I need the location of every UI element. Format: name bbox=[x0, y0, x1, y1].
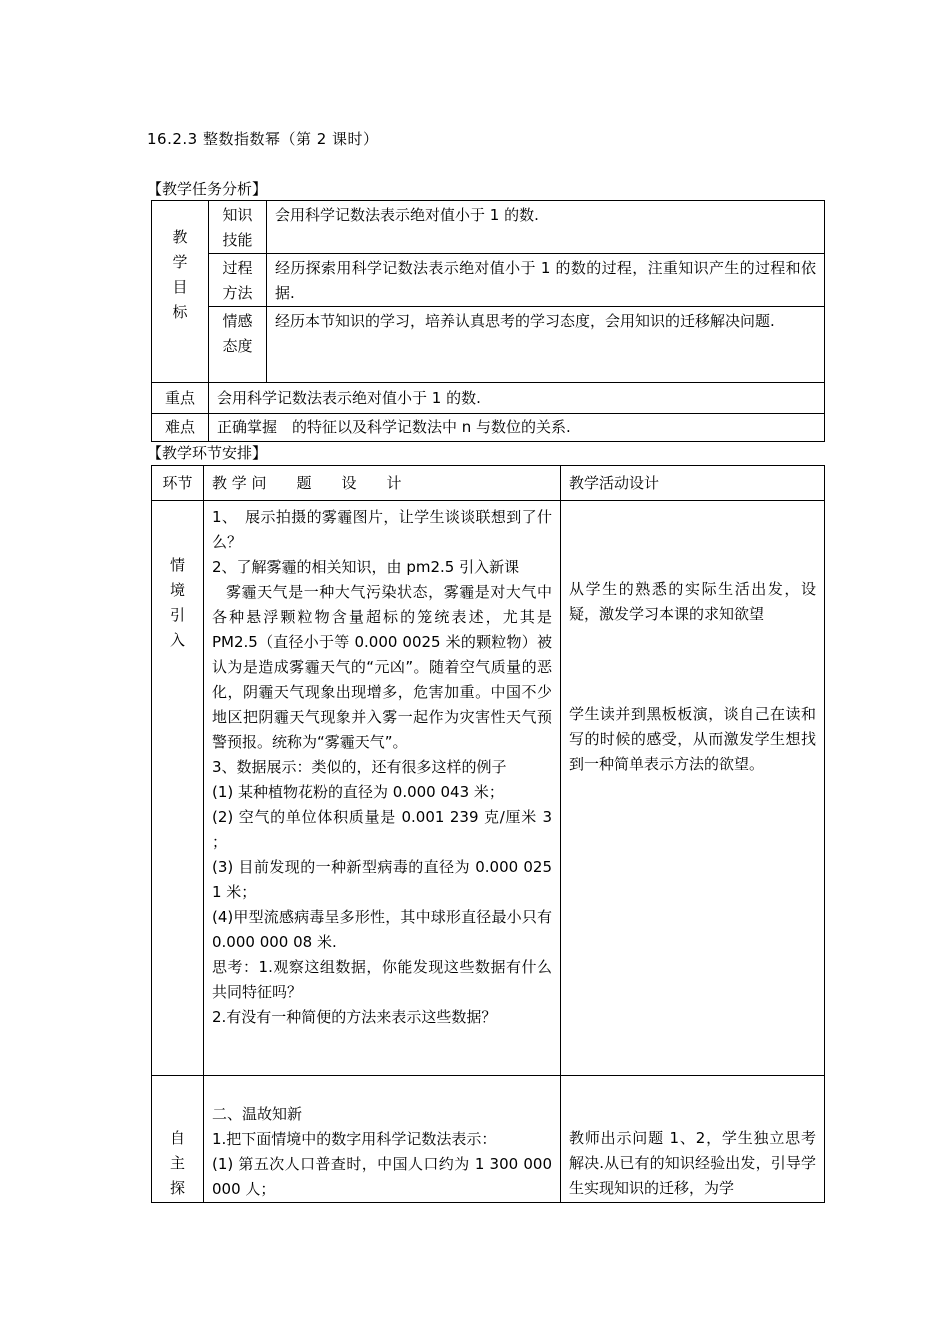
goal-content-attitude: 经历本节知识的学习，培养认真思考的学习态度，会用知识的迁移解决问题. bbox=[267, 307, 825, 383]
teaching-plan-table bbox=[151, 465, 825, 1203]
sub-label-knowledge bbox=[209, 201, 267, 254]
stage-char: 探 bbox=[169, 1179, 185, 1197]
problem-paragraph: (2) 空气的单位体积质量是 0.001 239 克/厘米 3 ； bbox=[212, 808, 552, 851]
problem-paragraph: 雾霾天气是一种大气污染状态，雾霾是对大气中各种悬浮颗粒物含量超标的笼统表述，尤其是 PM2.5（直径小于等 0.000 0025 米的颗粒物）被认为是造成雾霾天气的“元凶”。随着空气质量的恶化，阴霾天气现象出现增多，危害加重。中国不少地区把阴霾天气现象并入雾一起作为灾害性天气预警预报。统称为“雾霾天气”。 bbox=[212, 583, 552, 751]
sub-label-line: 方法 bbox=[222, 284, 253, 302]
problem-paragraph: 2.有没有一种简便的方法来表示这些数据？ bbox=[212, 1008, 497, 1026]
sub-label-line: 知识 bbox=[222, 206, 253, 224]
problem-paragraph: 思考：1.观察这组数据，你能发现这些数据有什么共同特征吗？ bbox=[212, 958, 552, 1001]
key-point-content: 会用科学记数法表示绝对值小于 1 的数. bbox=[209, 383, 825, 414]
stage-situation-intro bbox=[152, 501, 204, 1076]
sub-label-line: 情感 bbox=[222, 312, 253, 330]
sub-label-process bbox=[209, 254, 267, 307]
document-title: 16.2.3 整数指数幂（第 2 课时） bbox=[147, 130, 379, 148]
key-point-label: 重点 bbox=[152, 383, 209, 414]
goal-label-cell bbox=[152, 201, 209, 383]
sub-label-line: 过程 bbox=[222, 259, 253, 277]
problem-paragraph: (4)甲型流感病毒呈多形性，其中球形直径最小只有 0.000 000 08 米. bbox=[212, 908, 552, 951]
goal-content-knowledge: 会用科学记数法表示绝对值小于 1 的数. bbox=[267, 201, 825, 254]
problem-paragraph: 1、 展示拍摄的雾霾图片，让学生谈谈联想到了什么？ bbox=[212, 508, 552, 551]
problem-paragraph: (3) 目前发现的一种新型病毒的直径为 0.000 025 1 米； bbox=[212, 858, 552, 901]
activity-paragraph: 教师出示问题 1、2，学生独立思考解决.从已有的知识经验出发，引导学生实现知识的迁移，为学 bbox=[569, 1129, 816, 1197]
problem-paragraph: 3、数据展示：类似的，还有很多这样的例子 bbox=[212, 758, 507, 776]
section-heading-task-analysis: 【教学任务分析】 bbox=[147, 180, 268, 198]
section-heading-teaching-arrangement: 【教学环节安排】 bbox=[147, 444, 268, 462]
stage-char: 境 bbox=[169, 581, 185, 599]
stage-char: 自 bbox=[169, 1129, 185, 1147]
stage-char: 引 bbox=[169, 606, 185, 624]
sub-label-attitude bbox=[209, 307, 267, 383]
activity-design-situation bbox=[561, 501, 825, 1076]
header-problem-design: 教 学 问 题 设 计 bbox=[204, 466, 561, 501]
sub-label-line: 态度 bbox=[222, 337, 253, 355]
header-stage: 环节 bbox=[152, 466, 204, 501]
problem-paragraph: 二、温故知新 bbox=[212, 1105, 303, 1123]
activity-paragraph: 学生读并到黑板板演，谈自己在读和写的时候的感受，从而激发学生想找到一种简单表示方法的欲望。 bbox=[569, 705, 816, 773]
activity-paragraph: 从学生的熟悉的实际生活出发，设疑，激发学习本课的求知欲望 bbox=[569, 580, 816, 623]
stage-self-exploration bbox=[152, 1076, 204, 1203]
difficulty-label: 难点 bbox=[152, 414, 209, 442]
problem-paragraph: 1.把下面情境中的数字用科学记数法表示： bbox=[212, 1130, 497, 1148]
problem-paragraph: (1) 某种植物花粉的直径为 0.000 043 米； bbox=[212, 783, 504, 801]
stage-char: 主 bbox=[169, 1154, 185, 1172]
stage-char: 情 bbox=[169, 556, 185, 574]
problem-design-review bbox=[204, 1076, 561, 1203]
problem-paragraph: (1) 第五次人口普查时，中国人口约为 1 300 000 000 人； bbox=[212, 1155, 552, 1198]
header-activity-design: 教学活动设计 bbox=[561, 466, 825, 501]
goal-label-char: 目 bbox=[172, 278, 188, 296]
task-analysis-table bbox=[151, 200, 825, 442]
activity-design-review bbox=[561, 1076, 825, 1203]
goal-label-char: 标 bbox=[172, 303, 188, 321]
stage-char: 入 bbox=[169, 631, 185, 649]
problem-design-situation bbox=[204, 501, 561, 1076]
goal-content-process: 经历探索用科学记数法表示绝对值小于 1 的数的过程，注重知识产生的过程和依据. bbox=[267, 254, 825, 307]
goal-label-char: 学 bbox=[172, 253, 188, 271]
problem-paragraph: 2、了解雾霾的相关知识，由 pm2.5 引入新课 bbox=[212, 558, 520, 576]
sub-label-line: 技能 bbox=[222, 231, 253, 249]
difficulty-content: 正确掌握 的特征以及科学记数法中 n 与数位的关系. bbox=[209, 414, 825, 442]
goal-label-char: 教 bbox=[172, 228, 188, 246]
